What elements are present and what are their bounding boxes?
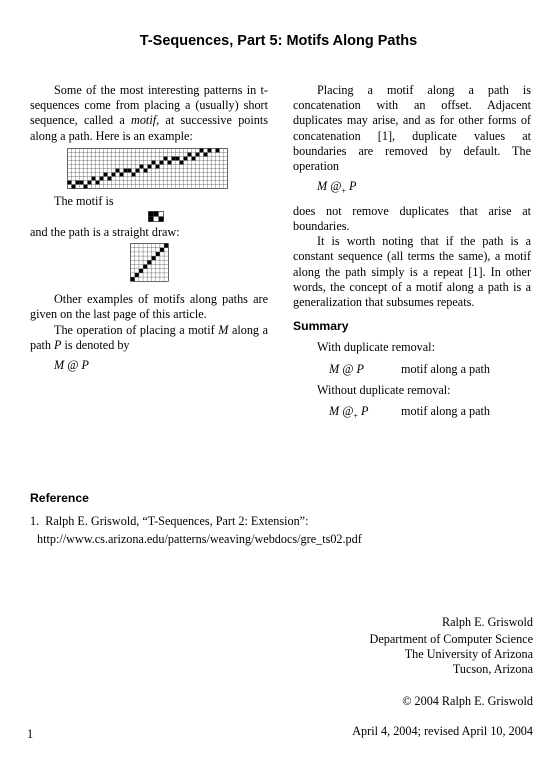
f2-main: M @ bbox=[329, 404, 354, 419]
motif-term: motif bbox=[131, 113, 157, 128]
motif-figure bbox=[30, 211, 268, 222]
grid-cell-filled bbox=[149, 212, 154, 217]
summary-formula-1: M @ P bbox=[329, 361, 364, 376]
without-duplicate-label: Without duplicate removal: bbox=[317, 382, 451, 397]
grid-cell-filled bbox=[204, 152, 208, 156]
author-name: Ralph E. Griswold bbox=[441, 615, 533, 629]
examples-paragraph: Other examples of motifs along paths are given on the last page of this article. bbox=[30, 292, 268, 322]
path-grid bbox=[130, 243, 169, 282]
author-city: Tucson, Arizona bbox=[452, 662, 533, 676]
grid-cell-filled bbox=[148, 164, 152, 168]
grid-cell-filled bbox=[72, 184, 76, 188]
grid-cell-filled bbox=[188, 152, 192, 156]
left-column bbox=[30, 83, 268, 373]
operation-text-c: is denoted by bbox=[61, 337, 130, 352]
grid-cell-filled bbox=[84, 184, 88, 188]
reference-number: 1. bbox=[30, 514, 40, 528]
author-department: Department of Computer Science bbox=[369, 632, 533, 646]
grid-cell-filled bbox=[134, 273, 138, 277]
operation-text-a: The operation of placing a motif bbox=[54, 322, 219, 337]
grid-cell-filled bbox=[80, 180, 84, 184]
grid-cell-filled bbox=[200, 148, 204, 152]
formula-main: M @ bbox=[317, 179, 342, 194]
grid-cell-filled bbox=[116, 168, 120, 172]
grid-cell-filled bbox=[92, 176, 96, 180]
grid-cell-filled bbox=[76, 180, 80, 184]
grid-cell-filled bbox=[108, 176, 112, 180]
formula-no-removal bbox=[293, 179, 531, 199]
reference-item bbox=[30, 512, 362, 548]
grid-cell-filled bbox=[176, 156, 180, 160]
grid-cell-filled bbox=[155, 252, 159, 256]
operation-text-b: along a path bbox=[30, 322, 268, 352]
example-draft-grid bbox=[67, 148, 231, 190]
grid-cell-filled bbox=[147, 261, 151, 265]
page-number: 1 bbox=[27, 727, 34, 741]
f2-sub: + bbox=[353, 411, 358, 421]
grid-cell-filled bbox=[151, 256, 155, 260]
grid-cell-filled bbox=[88, 180, 92, 184]
repeat-paragraph: It is worth noting that if the path is a constant sequence (all terms the same), a motif along the path simply is a repeat [1]. In other words, the concept of a motif along a path is a generalization that subsumes repeats. bbox=[293, 234, 531, 310]
intro-paragraph bbox=[30, 83, 268, 144]
summary-row-2 bbox=[293, 404, 531, 424]
grid-cell-filled bbox=[144, 168, 148, 172]
intro-text: Some of the most interesting patterns in t-sequences come from placing a (usually) short sequence, called a bbox=[30, 83, 268, 128]
grid-cell-filled bbox=[180, 160, 184, 164]
path-figure bbox=[30, 243, 268, 282]
summary-row-1 bbox=[293, 362, 531, 377]
grid-cell-filled bbox=[128, 168, 132, 172]
reference-url: http://www.cs.arizona.edu/patterns/weaving/webdocs/gre_ts02.pdf bbox=[37, 532, 362, 546]
concatenation-paragraph: Placing a motif along a path is concatenation with an offset. Adjacent duplicates may arise, and as for other forms of concatenation [1], duplicate values at boundaries are removed by default. The operation bbox=[293, 83, 531, 174]
grid-cell-filled bbox=[112, 172, 116, 176]
grid-cell-filled bbox=[168, 160, 172, 164]
right-column bbox=[293, 83, 531, 424]
summary-desc-1: motif along a path bbox=[401, 361, 491, 376]
intro-text-end: , at successive points along a path. Here is an example: bbox=[30, 113, 268, 143]
operation-paragraph bbox=[30, 323, 268, 353]
grid-cell-filled bbox=[136, 168, 140, 172]
var-p: P bbox=[54, 337, 62, 352]
revision-date: April 4, 2004; revised April 10, 2004 bbox=[352, 724, 533, 738]
grid-cell-filled bbox=[149, 217, 154, 222]
grid-cell-filled bbox=[164, 244, 168, 248]
grid-cell-filled bbox=[156, 164, 160, 168]
grid-cell-filled bbox=[68, 180, 72, 184]
formula-end: P bbox=[345, 179, 357, 194]
summary-heading: Summary bbox=[293, 319, 349, 334]
grid-cell-filled bbox=[154, 212, 159, 217]
grid-cell-filled bbox=[124, 168, 128, 172]
grid-cell-filled bbox=[208, 148, 212, 152]
copyright: © 2004 Ralph E. Griswold bbox=[402, 694, 533, 708]
var-m: M bbox=[218, 322, 229, 337]
grid-cell-filled bbox=[120, 172, 124, 176]
grid-cell-filled bbox=[184, 156, 188, 160]
summary-desc-2: motif along a path bbox=[401, 404, 491, 419]
grid-cell-filled bbox=[192, 156, 196, 160]
grid-cell-filled bbox=[159, 248, 163, 252]
with-duplicate-label: With duplicate removal: bbox=[317, 340, 435, 355]
page-title: T-Sequences, Part 5: Motifs Along Paths bbox=[139, 33, 418, 49]
no-remove-paragraph: does not remove duplicates that arise at boundaries. bbox=[293, 203, 531, 234]
grid-cell-filled bbox=[138, 269, 142, 273]
reference-text: Ralph E. Griswold, “T-Sequences, Part 2: Extension”: bbox=[45, 514, 309, 528]
grid-cell-filled bbox=[152, 160, 156, 164]
reference-citation bbox=[30, 512, 362, 530]
reference-heading: Reference bbox=[30, 491, 89, 505]
grid-cell-filled bbox=[160, 160, 164, 164]
grid-cell-filled bbox=[159, 217, 164, 222]
f2-end: P bbox=[357, 404, 369, 419]
motif-label: The motif is bbox=[54, 193, 114, 208]
formula-sub: + bbox=[341, 186, 346, 196]
path-label: and the path is a straight draw: bbox=[30, 225, 180, 240]
grid-cell-filled bbox=[172, 156, 176, 160]
grid-cell-filled bbox=[196, 152, 200, 156]
example-draft-figure bbox=[30, 148, 268, 190]
grid-cell-filled bbox=[130, 277, 134, 281]
grid-cell-filled bbox=[96, 180, 100, 184]
summary-formula-2 bbox=[329, 404, 401, 424]
grid-cell-filled bbox=[100, 176, 104, 180]
grid-cell-filled bbox=[216, 148, 220, 152]
grid-cell-filled bbox=[164, 156, 168, 160]
grid-cell-filled bbox=[140, 164, 144, 168]
author-university: The University of Arizona bbox=[404, 647, 533, 661]
grid-cell-filled bbox=[104, 172, 108, 176]
motif-grid bbox=[148, 211, 164, 222]
grid-cell-filled bbox=[143, 265, 147, 269]
formula-motif-along-path: M @ P bbox=[54, 358, 89, 373]
grid-cell-filled bbox=[132, 172, 136, 176]
